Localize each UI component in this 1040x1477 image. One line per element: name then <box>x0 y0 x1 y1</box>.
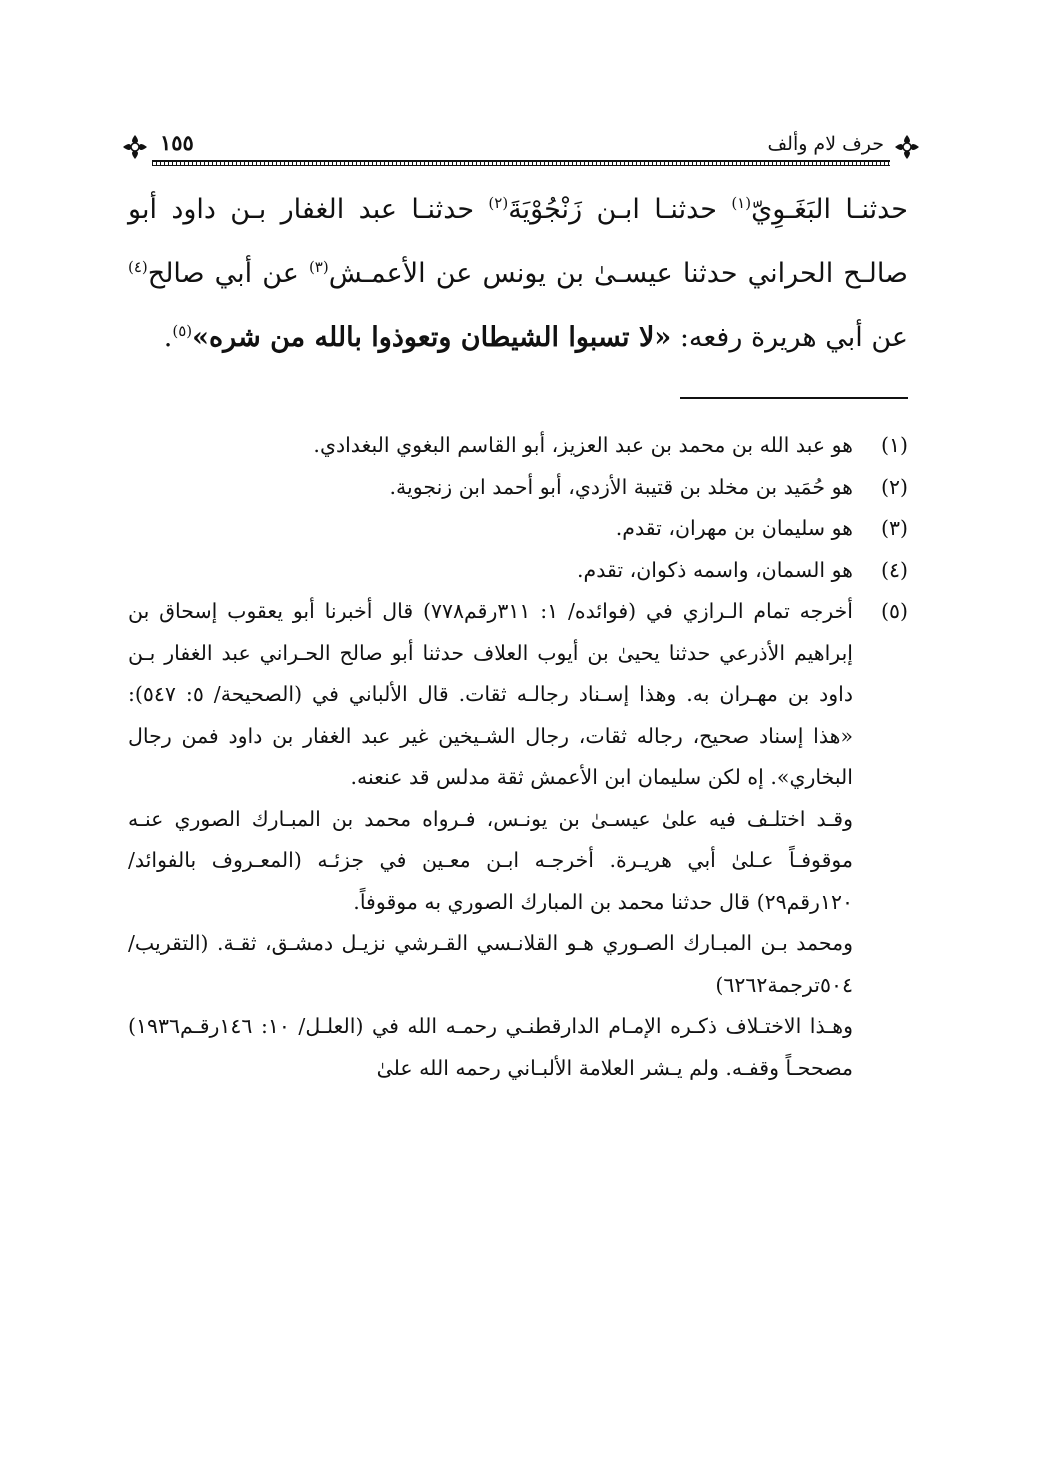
continuation-paragraph: وقـد اختلـف فيه علىٰ عيسـىٰ بن يونـس، فـرواه محمد بن المبـارك الصوري عنـه موقوفـاً عـلىٰ أبي هريـرة. أخرجـه ابـن معـين في جزئـه (المعـروف بالفوائد/ ١٢٠رقم٢٩) قال حدثنا محمد بن المبارك الصوري به موقوفاً. <box>128 806 853 914</box>
footnote-ref[interactable]: (٢) <box>488 194 509 212</box>
footnote-continuation <box>128 799 853 1090</box>
footnote-item <box>128 467 908 509</box>
footnote-number: (٤) <box>880 557 908 582</box>
footnote-item <box>128 591 908 799</box>
hadith-paragraph <box>128 178 908 370</box>
running-title: حرف لام وألف <box>767 133 884 155</box>
text-segment: عن أبي هريرة رفعه: <box>671 322 908 353</box>
footnote-text: هو سليمان بن مهران، تقدم. <box>615 516 853 540</box>
footnote-item <box>128 508 908 550</box>
flower-ornament-icon <box>890 130 924 164</box>
footnotes <box>128 425 908 1089</box>
continuation-paragraph: ومحمد بـن المبـارك الصـوري هـو القلانـسي القـرشي نزيـل دمشـق، ثقـة. (التقريب/ ٥٠٤ترجمة٦٢٦٢) <box>128 931 853 997</box>
page-header <box>118 128 924 172</box>
footnote-text: هو السمان، واسمه ذكوان، تقدم. <box>577 557 853 582</box>
footnote-separator <box>680 397 908 399</box>
text-segment: عن أبي صالح <box>147 258 309 289</box>
footnote-item <box>128 550 908 592</box>
continuation-paragraph: وهـذا الاختـلاف ذكـره الإمـام الدارقطنـي رحمـه الله في (العلـل/ ١٠: ١٤٦رقـم١٩٣٦) مصححـاً وقفـه. ولم يـشر العلامة الألبـاني رحمه الله علىٰ <box>128 1014 853 1080</box>
text-segment: حدثنـا عبد الغفار بـن داود أبو صالـح الحراني حدثنا عيسـىٰ بن يونس عن الأعمـش <box>128 194 908 289</box>
footnote-item <box>128 425 908 467</box>
page-number: ١٥٥ <box>160 130 194 155</box>
footnote-text: أخرجه تمام الـرازي في (فوائده/ ١: ٣١١رقم٧٧٨) قال أخبرنا أبو يعقوب إسحاق بن إبراهيم الأذرعي حدثنا يحيىٰ بن أيوب العلاف حدثنا أبو صالح الحـراني عبد الغفار بـن داود بن مهـران به. وهذا إسـناد رجالـه ثقات. قال الألباني في (الصحيحة/ ٥: ٥٤٧): «هذا إسناد صحيح، رجاله ثقات، رجال الشـيخين غير عبد الغفار بن داود فمن رجال البخاري». إه لكن سليمان ابن الأعمش ثقة مدلس قد عنعنه. <box>128 599 853 789</box>
footnote-number: (١) <box>880 433 908 457</box>
text-segment: . <box>163 322 173 353</box>
footnote-text: هو عبد الله بن محمد بن عبد العزيز، أبو القاسم البغوي البغدادي. <box>313 433 853 457</box>
footnote-ref[interactable]: (١) <box>731 194 752 212</box>
text-segment: حدثنـا البَغَـوِيّ <box>751 194 908 225</box>
footnote-number: (٢) <box>880 474 908 499</box>
footnote-number: (٣) <box>880 516 908 540</box>
footnote-number: (٥) <box>880 599 908 623</box>
flower-ornament-icon <box>118 130 152 164</box>
main-text <box>128 178 908 370</box>
footnote-ref[interactable]: (٣) <box>308 258 329 276</box>
footnote-text: هو حُمَيد بن مخلد بن قتيبة الأزدي، أبو أحمد ابن زنجوية. <box>389 474 853 499</box>
hadith-quote: «لا تسبوا الشيطان وتعوذوا بالله من شره» <box>192 322 672 353</box>
footnote-ref[interactable]: (٤) <box>128 258 148 276</box>
footnote-ref[interactable]: (٥) <box>172 322 193 340</box>
text-segment: حدثنـا ابـن زَنْجُوْيَةَ <box>508 194 732 225</box>
header-rule <box>152 160 890 166</box>
